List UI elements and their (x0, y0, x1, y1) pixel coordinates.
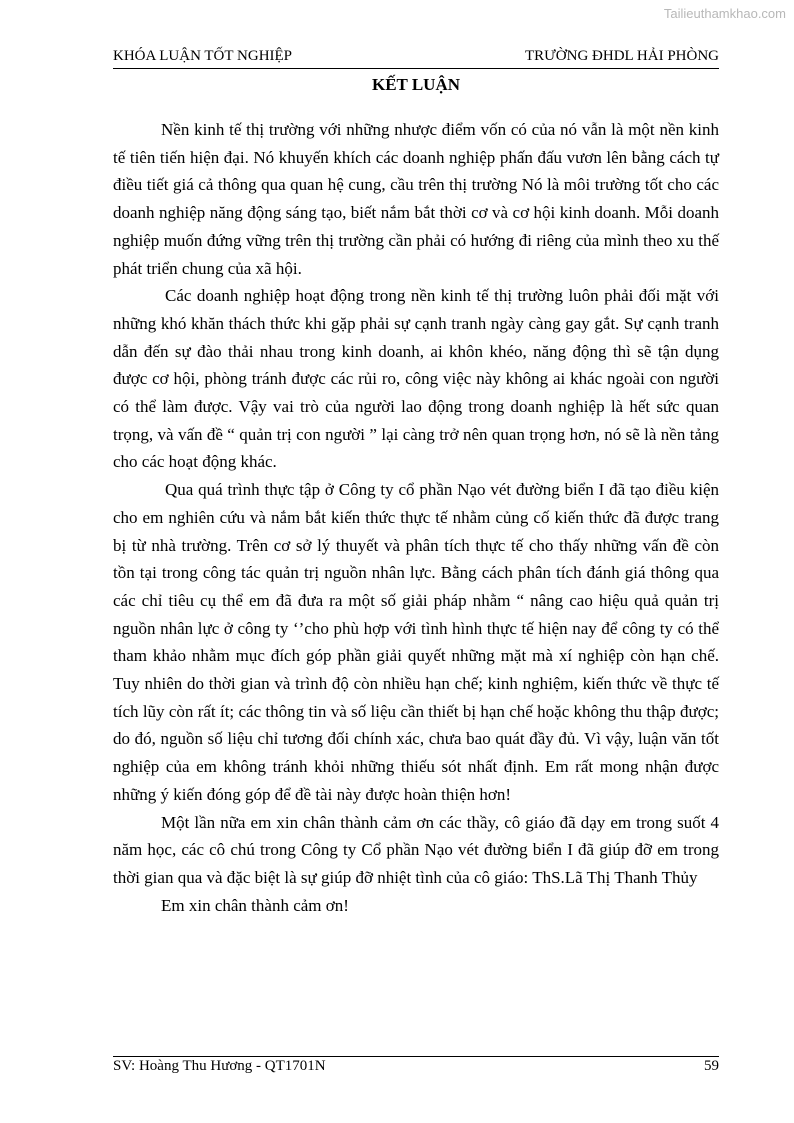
paragraph-5: Em xin chân thành cảm ơn! (161, 895, 349, 915)
paragraph-2: Các doanh nghiệp hoạt động trong nền kinh tế thị trường luôn phải đối mặt với những khó khăn thách thức khi gặp phải sự cạnh tranh ngày càng gay gắt. Sự cạnh tranh dẫn đến sự đào thải nhau trong kinh doanh, ai khôn khéo, năng động thì sẽ tận dụng được cơ hội, phòng tránh được các rủi ro, công việc này không ai khác ngoài con người có thể làm được. Vậy vai trò của người lao động trong doanh nghiệp là hết sức quan trọng, và vấn đề “ quản trị con người ” lại càng trở nên quan trọng hơn, nó sẽ là nền tảng cho các hoạt động khác. (113, 286, 719, 472)
paragraph-3: Qua quá trình thực tập ở Công ty cổ phần Nạo vét đường biển I đã tạo điều kiện cho em nghiên cứu và nắm bắt kiến thức thực tế nhằm củng cố kiến thức đã được trang bị từ nhà trường. Trên cơ sở lý thuyết và phân tích thực tế cho thấy những vấn đề còn tồn tại trong công tác quản trị nguồn nhân lực. Bằng cách phân tích đánh giá thông qua các chỉ tiêu cụ thể em đã đưa ra một số giải pháp nhằm “ nâng cao hiệu quả quản trị nguồn nhân lực ở công ty ‘’cho phù hợp với tình hình thực tế hiện nay để công ty có thể tham khảo nhằm mục đích góp phần giải quyết những mặt mà xí nghiệp còn hạn chế. Tuy nhiên do thời gian và trình độ còn nhiều hạn chế; kinh nghiệm, kiến thức về thực tế tích lũy còn rất ít; các thông tin và số liệu cần thiết bị hạn chế hoặc không thu thập được; do đó, nguồn số liệu chỉ tương đối chính xác, chưa bao quát đầy đủ. Vì vậy, luận văn tốt nghiệp của em không tránh khỏi những thiếu sót nhất định. Em rất mong nhận được những ý kiến đóng góp để đề tài này được hoàn thiện hơn! (113, 480, 719, 804)
page-title: KẾT LUẬN (371, 75, 460, 94)
header-left: KHÓA LUẬN TỐT NGHIỆP (113, 48, 293, 64)
header-divider (113, 68, 719, 69)
watermark: Tailieuthamkhao.com (663, 6, 786, 21)
paragraph-1: Nền kinh tế thị trường với những nhược điểm vốn có của nó vẫn là một nền kinh tế tiên tiến hiện đại. Nó khuyến khích các doanh nghiệp phấn đấu vươn lên bằng cách tự điều tiết giá cả thông qua quan hệ cung, cầu trên thị trường Nó là môi trường tốt cho các doanh nghiệp năng động sáng tạo, biết nắm bắt thời cơ và cơ hội kinh doanh. Mỗi doanh nghiệp muốn đứng vững trên thị trường cần phải có hướng đi riêng của mình theo xu thế phát triển chung của xã hội. (113, 120, 719, 278)
page-header (113, 48, 719, 65)
page-number: 59 (704, 1058, 719, 1074)
page-footer (113, 1058, 719, 1075)
footer-divider (113, 1056, 719, 1057)
document-body (113, 116, 719, 919)
footer-author: SV: Hoàng Thu Hương - QT1701N (113, 1058, 326, 1074)
paragraph-4: Một lần nữa em xin chân thành cảm ơn các thầy, cô giáo đã dạy em trong suốt 4 năm học, các cô chú trong Công ty Cổ phần Nạo vét đường biển I đã giúp đỡ em trong thời gian qua và đặc biệt là sự giúp đỡ nhiệt tình của cô giáo: ThS.Lã Thị Thanh Thủy (113, 812, 719, 887)
header-right: TRƯỜNG ĐHDL HẢI PHÒNG (525, 48, 719, 64)
